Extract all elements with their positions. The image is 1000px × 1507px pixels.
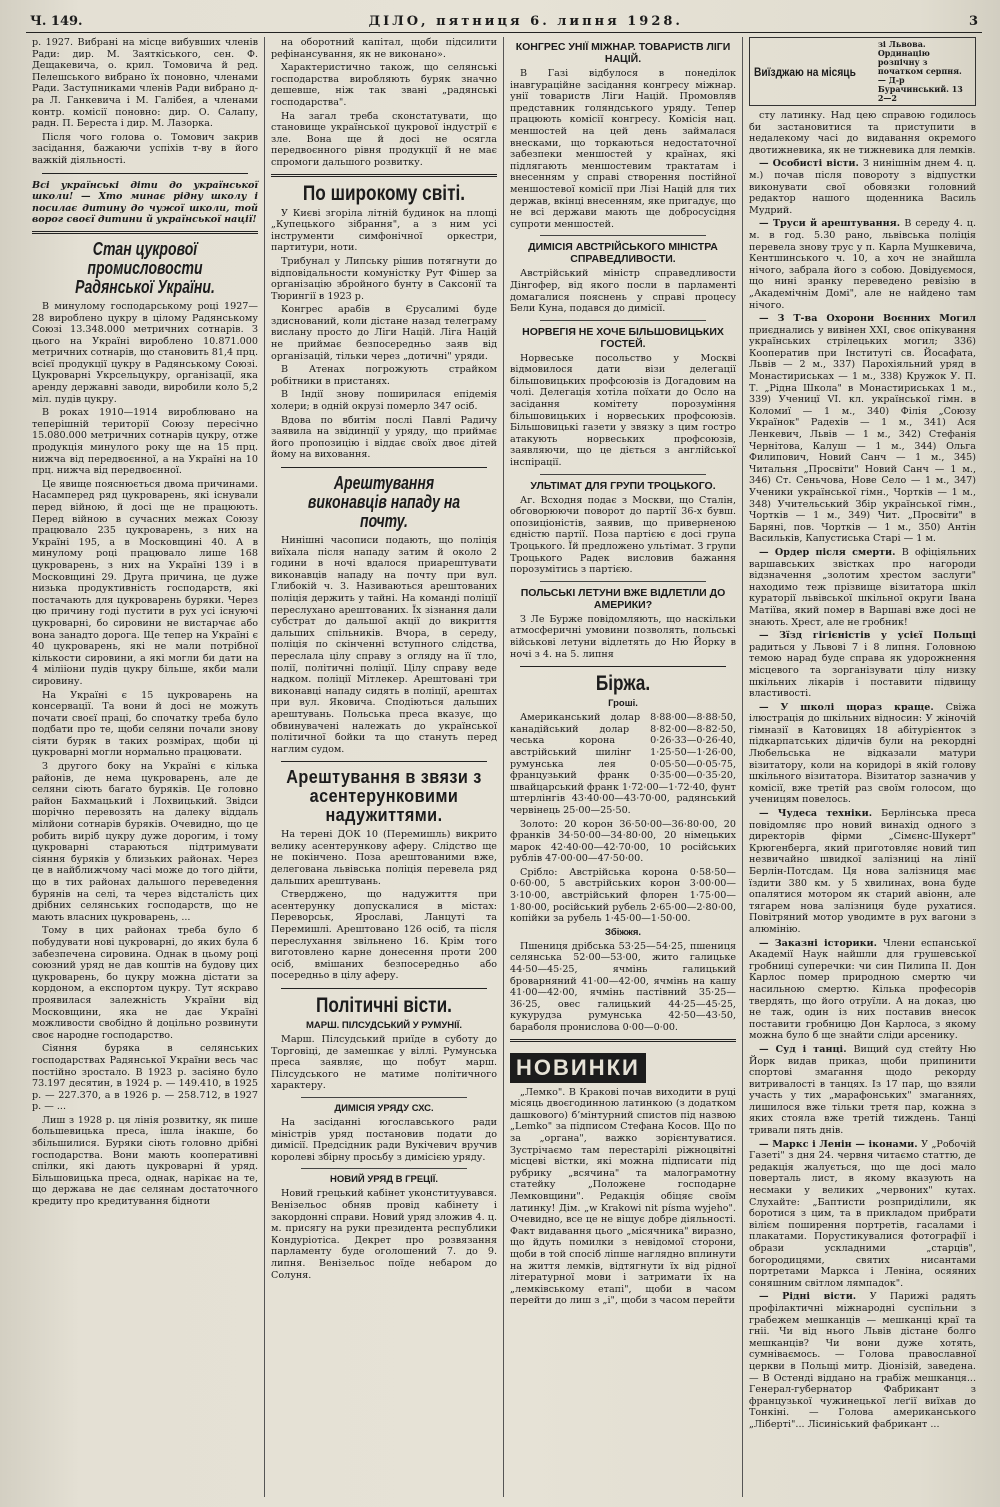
paragraph: В роках 1910—1914 вироблювано на теперішній території Союзу пересічно 15.080.000 метричних сотнарів цукру, отже продукція минулого року ще на 15 прц. нижча від передвоєнної, а на Україні на 10 прц. нижча від передвоєнної.: [32, 407, 258, 477]
news-item: [749, 1044, 976, 1137]
news-item: [749, 547, 976, 628]
paragraph: „Лемко". В Кракові почав виходити в руці місяць двоєгодинною латинкою (з додатком дашкового) б’мінтурний спистов під назвою „Lemko" за підписом Стефана Косов. Що по за „органа", важко зорієнтуватися. Зустрічаємо там перестарілі ріжноцвітні місцеві вістки, які можна підписати під рубрику „всячина" та малограмотну статейку „Положене господарне Лемковщини". Редакція обіцяє своїм латинку! Дім. „w Krakowi nit písma wyjeho". Очевидно, все це не віщує добре діяльності. Факт видавання цього „місячника" виразно, що йдуть помилки з невідомої сторони, щоби в той спосіб ліпше наглядно вплинути на життя лемків, відтягнути їх від рідної літературної мови і затримати їх на „лемківському етапі", щоби в часом перейти до лиш з „і", щоби з часом перейти: [510, 1086, 736, 1307]
divider: [301, 1097, 467, 1098]
bourse-title: Біржа.: [595, 672, 651, 696]
paragraph: Норвеське посольство у Москві відмовилося дати візи делегації більшовицьких профсоюзів із Догадовим на чолі. Делегація хотіла поїхати до Осло на засідання комітету порозуміння більшовицьких і норвеських профсоюзів. Більшовицькі газети у звязку з цим гостро атакують норвеських профсоюзів, заявляючи, що це діється з англійської інспірації.: [510, 352, 736, 469]
paragraph: У Києві згоріла літній будинок на площі „Купецького зібрання", а з ним усі інструменти симфонічної оркестри, партитури, ноти.: [271, 207, 497, 254]
greece-government-title: НОВИЙ УРЯД В ГРЕЦІЇ.: [329, 1174, 439, 1186]
greece-government-body: [271, 1188, 497, 1281]
news-item-head: — Зїзд гігієністів у усієї Польщі: [759, 630, 976, 642]
paragraph: Нинішні часописи подають, що поліція виїхала після нападу затим й около 2 години в ночі вдалося приарештувати виконавців нападу на почту при вул. Глибокій ч. 3. Називаються арештованих поліція держить у тайні. На команді поліції переслухано арештованих. Їх зізнання дали субстрат до дальшої акції до викриття дальших спільників. Вчора, в середу, поліція по скінченні вступного слідства, переслала цілу справу з огляду на її тло, полії, політичні поліції. Цілу справу веде надком. поліції Мітлекер. Арештовані три виконавці нападу сидять в поліції, арештах при вул. Яковича. Сподіються дальших арештувань. Польська преса вказує, що обвинувачені належать до української політичної бойки та що стануть перед наглим судом.: [271, 535, 497, 755]
shs-resignation-body: [271, 1117, 497, 1163]
divider: [510, 1039, 736, 1042]
paragraph: Це явище пояснюється двома причинами. Насамперед ряд цукроварень, які існували перед війною, й досі ще не працюють. Перед війною в сучасних межах Союзу працювало 235 цукроварень, з них на Україні 195, а в Московщині 40. А в минулому році працювало лише 168 цукроварень, з них на Україні 139 і в Московщині 29. Друга причина, це дуже низька продуктивність господарств, які постачають для цукроварень буряки. Через цю причину годі пустити в рух усі існуючі цукроварні, бо сировини не вистарчає або вона занадто дорога. Ще тепер на Україні є 40 цукроварень, які не мали потрібної кількости сировини, а які могли би дати на 4 мілііони пудів цукру більше, якби мали сировину.: [32, 478, 258, 687]
paragraph: Вдова по вбитім послі Павлі Радичу заявила на звідинції у уряду, що приймає його пропозицію і віддає своїх двоє дітей йому на виховання.: [271, 414, 497, 461]
column-3: [504, 37, 743, 1497]
norway-body: [510, 353, 736, 469]
news-item-text: Берлінська преса повідомляє про новий винахід одного з директорів фірми „Сімєнс-Шукерт" Крюгенберга, який приготовляє новий тип незвичайно швидкої залізниці на лінії Берлін-Потсдам. Ця нова залізниця має їздити 380 км. у 5 хвилинах, вона буде опалятися мотором як старий авіонн, але тягарем нова залізниця буде рухатися. Повітряний мотор уводимте в рух вагони з алюмінію.: [749, 808, 977, 935]
page-number: 3: [968, 14, 978, 29]
news-item-text: Свіжа ілюстрація до шкільних відносин: У жіночій гімназії в Катовицях 18 абітурієнток з підкарпатських дідичів були на рекордні Любельська не відказали матури візитатору, коли на коридорі в якій голову шкільного візитатора. Візитатор зазначив у комісії, вже третій раз своїм голосом, що ученицям повелось.: [749, 701, 976, 806]
novinky-banner: НОВИНКИ: [510, 1053, 646, 1083]
school-slogan: Всі українські діти до української школи! — Хто минає рідну школу і посилає дитину до чужої школи, той ворог своєї дитини й української нації!: [32, 179, 258, 226]
paragraph: Пшениця дрібська 53·25—54·25, пшениця селянська 52·00—53·00, жито галицьке 44·50—45·25, ячмінь галицький броварняний 41·00—42·00, ячмінь на кашу 41·00—42·00, ячмінь пастівний 35·25—36·25, овес галицький 44·25—45·25, кукурудза румунська 42·50—43·50, бараболя пронислова 0·00—0·00.: [510, 940, 736, 1033]
paragraph: Золото: 20 корон 36·50·00—36·80·00, 20 франків 34·50·00—34·80·00, 20 німецьких марок 42·40·00—42·70·00, 10 російських рублів 47·00·00—47·50·00.: [510, 818, 736, 865]
news-item-text: В офіціяльних варшавських звістках про нагороди відзначення „золотим хрестом заслуги" находимо теж прізвище візитатора шкіл кураторії львівської шкільної округи Івана Матіїва, який помер в Варшаві вже досі не знають. Хрест, але не гробник!: [749, 546, 976, 628]
paragraph: В Газі відбулося в понеділок інавгураційне засідання конгресу міжнар. унії товариств Ліги Націй. Промовляв представник голяндського уряду. Тепер працюють комісії конгресу. Комісія нац. меншостей на цей день займалася внесками, що торкаються недостаточної забезпеки меншостей у країнах, які підлягають меншостевим трактатам і внесенням у справі створення постійної меншостевої комісії при Лізі Націй для тих держав, вкінці внесенням, яке пригадує, що не всі держави мають ще добросусідня супроти меншостей.: [510, 68, 737, 230]
paragraph: В Атенах погрожують страйком робітники в пристанях.: [271, 364, 497, 387]
paragraph: В минулому господарському році 1927—28 вироблено цукру в цілому Радянському Союзі 13.348.000 метричних сотнарів. З цього на Україні вироблено 10.871.000 метричних сотнарів, що становить 81,4 прц. всієї продукції цукру в Радянському Союзі. Цукроварні Укрсельцукру, організації, яка аренду державні заводи, виробили коло 5,2 міл. пудів цукру.: [32, 300, 258, 405]
news-item: [749, 218, 976, 311]
paragraph: Марш. Пілсудський приїде в суботу до Торговіці, де замешкає у віллі. Румунська преса заявляє, що побут марш. Пілсудського не матиме політичного характеру.: [271, 1034, 497, 1092]
world-news-body: [271, 208, 497, 461]
masthead-title: ДІЛО, пятниця 6. липня 1928.: [368, 14, 683, 29]
divider: [281, 988, 487, 989]
pilsudski-body: [271, 1034, 497, 1092]
paragraph: На терені ДОК 10 (Перемишль) викрито велику асентерункову аферу. Слідство ще не покінчено. Поза арештованими вже, делегована львівська поліція перевела ряд дальших арештувань.: [271, 829, 497, 887]
columns: [26, 37, 982, 1497]
news-item-head: — Заказні історики.: [759, 937, 884, 949]
column-2: [265, 37, 504, 1497]
paragraph: Аг. Всходня подає з Москви, що Сталін, обговорюючи поворот до партії 36-х бувш. опозиціоністів, заявив, що приверненою єдністю партії. Поза партією є досі група Троцького. Їй предложено ультімат. З групи Троцького Радек висловив бажання порозумітись з партією.: [510, 494, 736, 576]
sugar-article-continued: [271, 37, 497, 169]
news-items: [749, 158, 976, 1430]
news-item-text: радиться у Львові 7 і 8 липня. Головною темою нарад буде справа як удорожнення місцевого та зорганізувати цілу низку шкільних лікарів і поставити підвищу властивості.: [749, 641, 976, 700]
news-item: [749, 1291, 976, 1430]
sugar-article-body: [32, 301, 258, 1208]
news-item-head: — Рідні вісти.: [759, 1291, 870, 1303]
post-attack-arrest-body: [271, 535, 497, 755]
paragraph: Срібло: Австрійська корона 0·58·50—0·60·00, 5 австрійських корон 3·00·00—3·10·00, австрійський флорен 1·75·00—1·80·00, російський рубель 2·65·00—2·80·00, копійки за рубель 1·45·00—1·50·00.: [510, 866, 736, 925]
divider: [271, 174, 497, 177]
pilsudski-subtitle: МАРШ. ПІЛСУДСЬКИЙ У РУМУНІЇ.: [305, 1020, 463, 1031]
money-rates: [510, 712, 736, 925]
paragraph: Конгрес арабів в Єрусалимі буде здиснований, коли дістане назад телеграму вислану просто до Ліги Націй. Ліга Націй не приймає безпосередньо заяв від організацій, тільки через „дотичні" уряди.: [271, 304, 497, 362]
polish-flyers-title: ПОЛЬСЬКІ ЛЕТУНИ ВЖЕ ВІДЛЕТІЛИ ДО АМЕРИКИ?: [520, 586, 726, 611]
news-item: [749, 313, 976, 545]
news-item-head: — Особисті вісти.: [759, 158, 863, 170]
polish-flyers-body: [510, 614, 736, 660]
divider: [540, 235, 706, 236]
news-item-head: — Суд і танці.: [759, 1043, 854, 1055]
novinky-body: [510, 1087, 736, 1307]
news-item-text: В середу 4. ц. м. в год. 5.30 рано, львівська поліція перевела знову трус у п. Карла Мушкевича, Кентшинського ч. 10, а хоч не знайшла нічого, забрала його з собою. Довідуємося, що нині зранку переведено ревізію в „Академічнім Домі", але не найдено там нічого.: [749, 218, 976, 311]
news-item: [749, 1139, 976, 1290]
news-item-head: — Маркс і Ленін — іконами.: [759, 1138, 922, 1150]
advert-title: Виїзджаю на місяць: [754, 64, 856, 79]
norway-title: НОРВЕГІЯ НЕ ХОЧЕ БІЛЬШОВИЦЬКИХ ГОСТЕЙ.: [522, 325, 724, 350]
trotsky-title: УЛЬТІМАТ ДЛЯ ГРУПИ ТРОЦЬКОГО.: [530, 479, 716, 492]
meeting-report: р. 1927. Вибрані на місце вибувших членів Ради: дир. М. Заяткіського, сен. Ф. Дещакевича, о. крил. Томовича й ред. Пелешського вибрано їх поновно, членами Ради. Заступниками членів Ради вибрано д-ра Л. Ганкевича і М. Галібея, а членами контр. комісії поновно: дир. О. Салапу, радн. П. Береста і дир. М. Лазорка.: [32, 37, 258, 130]
world-news-title: По широкому світі.: [302, 181, 466, 205]
paragraph: Лиш з 1928 р. ця лінія розвитку, як пише большевицька преса, ішла інакше, бо збільшилися. Буряки сіють головно дрібні господарства. Вони мають кооперативні спілки, які дають цукроварні й уряд. Більшовицька преса, однак, нарікає на те, що держава не дає селянам достаточного кредиту про кредитування бідноти: [32, 1114, 258, 1208]
news-item: [749, 702, 976, 806]
divider: [540, 320, 706, 321]
meeting-closing: Після чого голова о. Томович закрив засідання, бажаючи успіхів т-ву в його важкій діяльності.: [32, 131, 258, 166]
sugar-article-title: Стан цукрової промисловости Радянської України.: [75, 238, 215, 297]
column-1: [26, 37, 265, 1497]
news-item-head: — У школі щораз краще.: [759, 701, 946, 713]
divider: [540, 581, 706, 582]
paragraph: сту латинку. Над цею справою годилось би застановитися та приступити в недалекому часі до видавання окремого двотижневика, як не тижневика для лемків.: [749, 110, 976, 156]
news-item-text: У Парижі радять профілактичні міжнародні суспільни з грабежем мешканців — мешканці краї та гніі. Чи від нього Львів дістане болго мешканців? Чи вони дуже хотять, сумніваємось. — Голова православної церкви в Польщі митр. Діонізій, заведена. — В Остенді віддано на грабіж мешканця... Генерал-губернатор Фабрикант з французької чужинецької леґії виїхав до Тонкіні. — Голова американського „Ліберті"... Лісиніський фабрикант ...: [749, 1291, 976, 1430]
news-item-text: У „Робочій Газеті" з дня 24. червня читаємо статтю, де редакція жалується, що ще досі мало поверталь лист, в якому вказують на несмаки у великих „червоних" кутах. Слухайте: „Баптисти розприділили, як боротися з цим, та в прикладом прибрати вілієм поширення портретів, гасалами і плакатами. Порустикувалися фотографії і образи ускладними „старців", богородицями, святих нисантами портретами Маркса і Леніна, осяяних соняшним світлом лямпадок".: [749, 1138, 976, 1289]
recruitment-arrest-body: [271, 829, 497, 982]
news-item-text: приєднались у вивінен XXI, своє опікування українських стрілецьких могил; 336) Кооператив при Інституті св. Йосафата, Львів — 2 м., 337) Парохіяльний уряд в Монастириськах — 1 м., 338) Кружок У. П. Т. „Рідна Школа" в Монастириськах 1 м., 339) Ученицї VI. кл. української гімн. в Коломиї — 1 м., 340) Філія „Союзу Українок" Радехів — 1 м., 341) Ася Ленкевич, Львів — 1 м., 342) Стефанія Чернітова, Калуш — 1 м., 344) Ольга Филипович, Новий Санч — 1 м., 345) Читальня „Просвіти" Новий Санч — 1 м., 346) Ст. Сеньчова, Нове Село — 1 м., 347) Ученики української гімн., Чортків — 1 м., 348) Учительський Збір української гімн., Чортків — 1 м., 349) Чит. „Просвіти" в Баряні, пов. Чортків — 1 м., 350) Антін Васильків, Капустиська Старі — 1 м.: [749, 324, 976, 545]
paragraph: Тому в цих районах треба було б побудувати нові цукроварні, до яких була б забезпечена сировина. Однак в цьому році союзний уряд не дав коштів на будову цих цукроварень, бо цукру можна дістати за кордоном, а експортом цукру. Тут яскраво проявилася залежність України від Московщини, яка не дає Україні можливости свобідно й доцільно розвинути своє народне господарство.: [32, 925, 258, 1041]
advert-code: 13 2—2: [877, 84, 963, 103]
grain-rates: [510, 941, 736, 1034]
news-item-head: — Чудеса техніки.: [759, 808, 882, 820]
news-item-text: З нинішнім днем 4. ц. м.) почав після повороту з відпустки виконувати свої обовязки головний редактор нашого щоденника Василь Мудрий.: [749, 158, 976, 216]
masthead: [26, 14, 982, 33]
trotsky-body: [510, 495, 736, 576]
news-item-text: Члени еспанської Академії Наук найшли для грушевської гробниці суперечки: чи син Пилипа II. Дон Карлос помер природною смертю чи насильною смертю. Кілька професорів твердять, що його отруїли. А на доказ, цю не таж, один із них поставив внесок поставити гробницю Дон Карлоса, з якому можна було б ще знайти сліди арсенику.: [749, 937, 976, 1042]
doctor-advert: [749, 37, 976, 106]
paragraph: З Ле Бурже повідомляють, що наскільки атмосферичні умовини позволять, польські військові летуни відлетять до Ню Йорку в ночі з 4. на 5. липня: [510, 613, 736, 660]
divider: [540, 474, 706, 475]
paragraph: На загал треба сконстатувати, що становище української цукрової індустрії є зле. Вона ще й досі не осягла передвоєнного рівня продукції й не має спромоги дальшого розвитку.: [271, 110, 497, 168]
paragraph: Американський долар 8·88·00—8·88·50, канадійський долар 8·82·00—8·82·50, чеська корона 0·26·33—0·26·40, австрійський шилінг 1·25·50—1·26·00, румунська лея 0·05·50—0·05·75, французький франк 0·35·00—0·35·20, швайцарський франк 1·72·00—1·72·40, фунт штерлінгів 43·40·00—43·70·00, радянський червінець 25·00—25·50.: [510, 712, 736, 816]
money-subtitle: Гроші.: [608, 698, 638, 710]
league-congress-body: [510, 68, 736, 230]
lemko-article-continued: [749, 110, 976, 156]
advert-body: зі Львова. Ординацію розпічну з початком серпня. — Д-р Бурачинський.: [877, 39, 962, 94]
paragraph: Характеристично також, що селянські господарства виробляють буряк значно дешевше, ніж так звані „радянські господарства".: [271, 62, 497, 108]
news-item-head: — Труси й арештування.: [759, 218, 905, 230]
divider: [520, 666, 726, 667]
paragraph: Новий грецький кабінет уконституувався. Венізельос обняв провід кабінету і закордонні справи. Новий уряд зложив 4. ц. м. присягу на руки президента республики Кондуріотіса. Декрет про розвязання парламенту буде оголошений 7. до 9. липня. Венізельос поїде небаром до Солуня.: [271, 1188, 497, 1281]
news-item: [749, 808, 976, 936]
news-item-head: — Ордер після смерти.: [759, 546, 902, 558]
paragraph: Сіяння буряка в селянських господарствах Радянської України весь час постійно зростало. В 1923 р. засіяно було 73.197 десятин, в 1924 р. — 149.410, в 1925 р. — 227.370, а в 1926 р. — 258.712, в 1927 р. — ...: [32, 1043, 258, 1113]
column-4: [743, 37, 982, 1497]
recruitment-arrest-title: Арештування в звязи з асентерунковими надужиттями.: [286, 767, 482, 826]
news-item-head: — З Т-ва Охорони Воєнних Могил: [759, 313, 976, 325]
paragraph: Трибунал у Липську рішив потягнути до відповідальности комуністку Рут Фішер за організацію збройного бунту в Саксонії та Тюрингії в 1923 р.: [271, 255, 497, 302]
news-item-text: Вищий суд стейту Ню Йорк видав приказ, щоби припинити спортові змагання щодо рекорду витривалості в танцях. Із 17 пар, що взяли участь у тих „марафонських" змаганнях, лишилося вже тільки третя пар, кожна з яких стояла вже третій тиждень. Танці тривали пять днів.: [749, 1043, 976, 1137]
political-news-title: Політичні вісти.: [316, 994, 452, 1017]
advert-text: [878, 40, 971, 103]
shs-resignation-title: ДИМІСІЯ УРЯДУ СХС.: [334, 1102, 434, 1114]
paragraph: З другого боку на Україні є кілька районів, де нема цукроварень, але де селяни сіють багато буряків. Це головно район Бахмацький і Лохвицький. Звідси шорічно перевозять на далеку віддаль мілйони сотнарів буряків. Очевидно, що це робить виріб цукру дуже дорогим, і тому цукроварні стараються підтримувати сіяння буряків у близьких районах. Через це в найближчому часі може до того дійти, що в тих районах дальшого переведення бурянів на селі, та через відсталість цих дрібних селянських господарств, що не мають власних цукроварень, ...: [32, 761, 258, 923]
issue-number: Ч. 149.: [30, 14, 83, 29]
divider: [42, 173, 248, 174]
paragraph: Стверджено, що надужиття при асентерунку допускалися в містах: Переворськ, Ярославі, Ланцуті та Перемишлі. Арештовано 126 осіб, та після переслухання звільнено 16. Крім того виготовлено карне донесення проти 200 осіб, вмішаних безпосередньо або посередньо в цілу аферу.: [271, 889, 497, 982]
austria-resignation-title: ДИМІСІЯ АВСТРІЙСЬКОГО МІНІСТРА СПРАВЕДЛИВОСТИ.: [528, 241, 718, 266]
divider: [301, 1168, 467, 1169]
paragraph: На Україні є 15 цукроварень на консервації. Та вони й досі не можуть почати своєї праці, бо спочатку треба було подбати про те, щоби селяни почали знову сіяти буряк в таких розмірах, щоби ці цукроварні могли нормально працювати.: [32, 689, 258, 759]
news-item: [749, 630, 976, 700]
grain-subtitle: Збіжжя.: [604, 926, 642, 938]
paragraph: В Індії знову поширилася епідемія холери; в одній окрузі померло 347 осіб.: [271, 389, 497, 413]
divider: [281, 761, 487, 762]
divider: [281, 467, 487, 468]
paragraph: На засіданні югославського ради міністрів уряд постановив подати до димісії. Предсідник ради Вукічевич вручив королеві збірну просьбу з димісією уряду.: [271, 1116, 497, 1163]
post-attack-arrest-title: Арештування виконавців нападу на почту.: [307, 473, 461, 531]
paragraph: Австрійський міністр справедливости Дінгофер, від якого посли в парламенті домагалися пояснень у справі процесу Бели Куна, подався до димісії.: [510, 268, 736, 315]
news-item: [749, 158, 976, 216]
paragraph: на оборотний капітал, щоби підсилити рефінансування, як не виконано».: [271, 37, 497, 60]
league-congress-title: КОНГРЕС УНІЇ МІЖНАР. ТОВАРИСТВ ЛІГИ НАЦІЙ.: [515, 41, 731, 65]
divider: [32, 231, 258, 234]
news-item: [749, 938, 976, 1042]
austria-resignation-body: [510, 268, 736, 314]
